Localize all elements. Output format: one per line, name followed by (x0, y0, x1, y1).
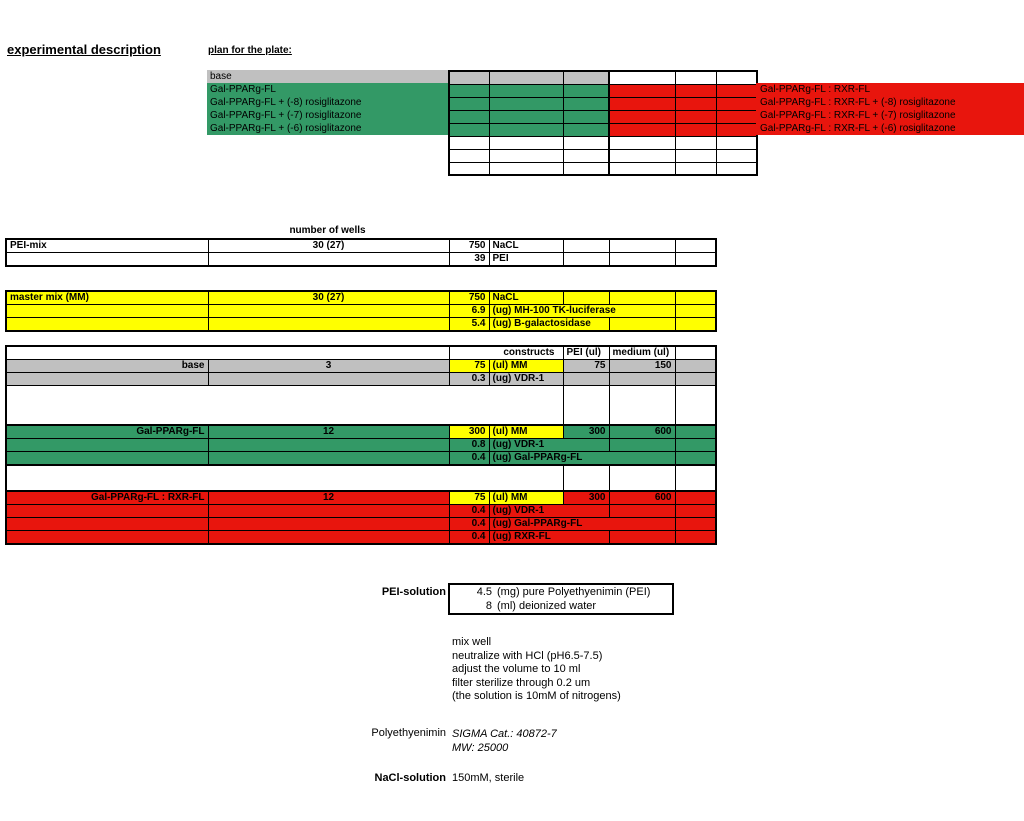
plate-condition-labels-left (207, 70, 448, 135)
step: mix well (452, 636, 492, 648)
plate-cell (449, 149, 489, 162)
condition-label: base (207, 70, 448, 83)
empty-cell (563, 465, 609, 491)
section-label-cell: Gal-PPARg-FL : RXR-FL (6, 491, 208, 505)
polyethyenimin-label: Polyethyenimin (371, 727, 446, 739)
table-row (6, 451, 716, 465)
table-row (6, 239, 716, 253)
empty-cell (675, 504, 716, 517)
empty-cell (675, 346, 716, 360)
solution-component (450, 585, 672, 599)
component-desc: (ml) deionized water (497, 600, 597, 612)
qty-cell: 75 (449, 360, 489, 373)
table-row (6, 253, 716, 267)
empty-cell (675, 373, 716, 386)
section-label-cell: Gal-PPARg-FL (6, 425, 208, 439)
section-label-cell: base (6, 360, 208, 373)
nacl-solution-value: 150mM, sterile (452, 772, 525, 784)
empty-cell (563, 239, 609, 253)
empty-cell (563, 253, 609, 267)
component-desc: (mg) pure Polyethyenimin (PEI) (497, 586, 651, 598)
empty-cell (563, 373, 609, 386)
plate-cell (716, 123, 757, 136)
table-row (6, 425, 716, 439)
plate-cell (716, 97, 757, 110)
plate-cell (449, 97, 489, 110)
plate-cell (489, 162, 563, 175)
item-cell: (ug) Gal-PPARg-FL (489, 451, 675, 465)
plate-grid-row (449, 149, 757, 162)
wells-count-cell: 12 (208, 491, 449, 505)
plate-cell (609, 110, 675, 123)
condition-label: Gal-PPARg-FL (207, 83, 448, 96)
wells-count-cell: 12 (208, 425, 449, 439)
plate-cell (716, 136, 757, 149)
wells-count-cell: 30 (27) (208, 239, 449, 253)
table-row (6, 517, 716, 530)
empty-cell (563, 291, 609, 305)
mix-name-cell: master mix (MM) (6, 291, 208, 305)
empty-cell (609, 253, 675, 267)
empty-cell (6, 386, 563, 425)
plate-cell (609, 136, 675, 149)
empty-cell (609, 318, 675, 332)
empty-cell (675, 491, 716, 505)
plate-grid-row (449, 97, 757, 110)
empty-cell (208, 517, 449, 530)
plate-cell (609, 97, 675, 110)
table-row (6, 491, 716, 505)
plate-cell (563, 84, 609, 97)
empty-cell (208, 438, 449, 451)
polyethyenimin-info (452, 727, 557, 755)
plate-cell (716, 84, 757, 97)
item-cell: NaCL (489, 291, 563, 305)
table-row (6, 318, 716, 332)
plate-cell (489, 136, 563, 149)
empty-cell (208, 530, 449, 544)
catalog-number: SIGMA Cat.: 40872-7 (452, 728, 557, 740)
pei-value-cell: 75 (563, 360, 609, 373)
plate-cell (449, 84, 489, 97)
spacer-row (6, 386, 716, 425)
empty-cell (675, 239, 716, 253)
qty-cell: 750 (449, 239, 489, 253)
plate-cell (489, 71, 563, 84)
plate-cell (563, 123, 609, 136)
plate-cell (716, 110, 757, 123)
plate-cell (563, 136, 609, 149)
empty-cell (609, 530, 675, 544)
molecular-weight: MW: 25000 (452, 742, 509, 754)
plate-cell (716, 162, 757, 175)
qty-cell: 0.3 (449, 373, 489, 386)
qty-cell: 750 (449, 291, 489, 305)
medium-value-cell: 600 (609, 491, 675, 505)
step: filter sterilize through 0.2 um (452, 676, 591, 689)
empty-cell (609, 465, 675, 491)
step: adjust the volume to 10 ml (452, 663, 581, 676)
item-cell: (ug) VDR-1 (489, 504, 609, 517)
pei-value-cell: 300 (563, 425, 609, 439)
condition-label: Gal-PPARg-FL : RXR-FL + (-8) rosiglitazone (760, 97, 956, 108)
page-title: experimental description (7, 42, 161, 57)
empty-cell (675, 530, 716, 544)
plate-grid-row (449, 110, 757, 123)
table-row (6, 305, 716, 318)
item-cell: (ul) MM (489, 425, 563, 439)
empty-cell (6, 373, 208, 386)
table-row (6, 530, 716, 544)
empty-cell (675, 517, 716, 530)
empty-cell (675, 451, 716, 465)
empty-cell (609, 438, 675, 451)
qty-cell: 0.4 (449, 504, 489, 517)
plate-cell (675, 149, 716, 162)
component-qty: 8 (485, 600, 492, 612)
plate-grid-row (449, 162, 757, 175)
step: neutralize with HCl (pH6.5-7.5) (452, 649, 603, 662)
wells-count-cell: 3 (208, 360, 449, 373)
plate-cell (563, 162, 609, 175)
empty-cell (208, 253, 449, 267)
plate-cell (716, 149, 757, 162)
table-row (6, 438, 716, 451)
component-qty: 4.5 (476, 586, 492, 598)
qty-cell: 39 (449, 253, 489, 267)
pei-solution-box (448, 583, 674, 615)
plate-cell (563, 71, 609, 84)
plate-cell (675, 136, 716, 149)
constructs-header-cell: constructs (449, 346, 563, 360)
plate-cell (609, 123, 675, 136)
medium-value-cell: 150 (609, 360, 675, 373)
medium-header-cell: medium (ul) (609, 346, 675, 360)
empty-cell (675, 305, 716, 318)
qty-cell: 6.9 (449, 305, 489, 318)
plate-cell (675, 110, 716, 123)
empty-cell (208, 305, 449, 318)
empty-cell (609, 504, 675, 517)
medium-value-cell: 600 (609, 425, 675, 439)
condition-label: Gal-PPARg-FL + (-6) rosiglitazone (207, 122, 448, 135)
qty-cell: 75 (449, 491, 489, 505)
pei-value-cell: 300 (563, 491, 609, 505)
pei-solution-label: PEI-solution (381, 586, 446, 598)
condition-label: Gal-PPARg-FL : RXR-FL + (-6) rosiglitazone (760, 123, 956, 134)
nacl-solution-label: NaCl-solution (374, 772, 446, 784)
plate-cell (489, 149, 563, 162)
item-cell: (ug) RXR-FL (489, 530, 609, 544)
table-row (6, 360, 716, 373)
plate-cell (675, 162, 716, 175)
item-cell: (ul) MM (489, 491, 563, 505)
empty-cell (6, 253, 208, 267)
wells-count-cell: 30 (27) (208, 291, 449, 305)
empty-cell (6, 517, 208, 530)
qty-cell: 0.8 (449, 438, 489, 451)
plate-condition-labels-right (756, 83, 1024, 135)
empty-cell (675, 318, 716, 332)
qty-cell: 0.4 (449, 530, 489, 544)
qty-cell: 300 (449, 425, 489, 439)
empty-cell (6, 305, 208, 318)
item-cell: (ul) MM (489, 360, 563, 373)
plate-grid-row (449, 71, 757, 84)
plate-cell (609, 162, 675, 175)
empty-cell (675, 465, 716, 491)
plate-cell (716, 71, 757, 84)
item-cell: (ug) Gal-PPARg-FL (489, 517, 675, 530)
item-cell: PEI (489, 253, 563, 267)
table-row (6, 373, 716, 386)
solution-component (450, 599, 672, 613)
qty-cell: 0.4 (449, 451, 489, 465)
empty-cell (609, 386, 675, 425)
plate-cell (609, 71, 675, 84)
empty-cell (675, 425, 716, 439)
empty-cell (6, 451, 208, 465)
spacer-row (6, 465, 716, 491)
table-row (6, 504, 716, 517)
empty-cell (208, 318, 449, 332)
condition-label: Gal-PPARg-FL : RXR-FL + (-7) rosiglitazone (760, 110, 956, 121)
plate-cell (563, 97, 609, 110)
empty-cell (563, 386, 609, 425)
empty-cell (208, 504, 449, 517)
empty-cell (675, 386, 716, 425)
plate-cell (449, 123, 489, 136)
plate-grid-row (449, 84, 757, 97)
empty-cell (208, 373, 449, 386)
empty-cell (675, 360, 716, 373)
qty-cell: 5.4 (449, 318, 489, 332)
step: (the solution is 10mM of nitrogens) (452, 690, 621, 703)
item-cell: (ug) MH-100 TK-luciferase (489, 305, 675, 318)
plate-cell (563, 149, 609, 162)
table-row (6, 291, 716, 305)
item-cell: NaCL (489, 239, 563, 253)
plate-cell (609, 84, 675, 97)
empty-cell (609, 239, 675, 253)
plate-grid (448, 70, 758, 176)
empty-cell (6, 318, 208, 332)
empty-cell (609, 291, 675, 305)
condition-label: Gal-PPARg-FL : RXR-FL (760, 84, 871, 95)
plate-cell (449, 110, 489, 123)
item-cell: (ug) B-galactosidase (489, 318, 609, 332)
empty-cell (6, 465, 563, 491)
empty-cell (6, 530, 208, 544)
plate-grid-row (449, 123, 757, 136)
preparation-steps (452, 636, 621, 704)
plate-cell (449, 71, 489, 84)
table-header-row (6, 346, 716, 360)
empty-cell (6, 504, 208, 517)
empty-cell (675, 291, 716, 305)
plate-cell (489, 84, 563, 97)
empty-cell (609, 373, 675, 386)
empty-cell (675, 438, 716, 451)
item-cell: (ug) VDR-1 (489, 373, 563, 386)
number-of-wells-header: number of wells (289, 225, 366, 236)
constructs-table (5, 345, 717, 545)
plate-cell (489, 123, 563, 136)
plate-cell (675, 97, 716, 110)
empty-cell (208, 451, 449, 465)
pei-mix-table (5, 238, 717, 267)
plate-cell (675, 84, 716, 97)
empty-cell (675, 253, 716, 267)
plate-cell (449, 162, 489, 175)
plate-cell (563, 110, 609, 123)
plate-cell (489, 110, 563, 123)
mix-name-cell: PEI-mix (6, 239, 208, 253)
plate-grid-row (449, 136, 757, 149)
condition-label: Gal-PPARg-FL + (-7) rosiglitazone (207, 109, 448, 122)
empty-cell (6, 438, 208, 451)
plate-cell (675, 123, 716, 136)
pei-header-cell: PEI (ul) (563, 346, 609, 360)
plate-plan-title: plan for the plate: (208, 45, 292, 56)
condition-label: Gal-PPARg-FL + (-8) rosiglitazone (207, 96, 448, 109)
empty-cell (6, 346, 449, 360)
plate-cell (609, 149, 675, 162)
plate-cell (675, 71, 716, 84)
qty-cell: 0.4 (449, 517, 489, 530)
item-cell: (ug) VDR-1 (489, 438, 609, 451)
plate-cell (449, 136, 489, 149)
master-mix-table (5, 290, 717, 332)
plate-cell (489, 97, 563, 110)
